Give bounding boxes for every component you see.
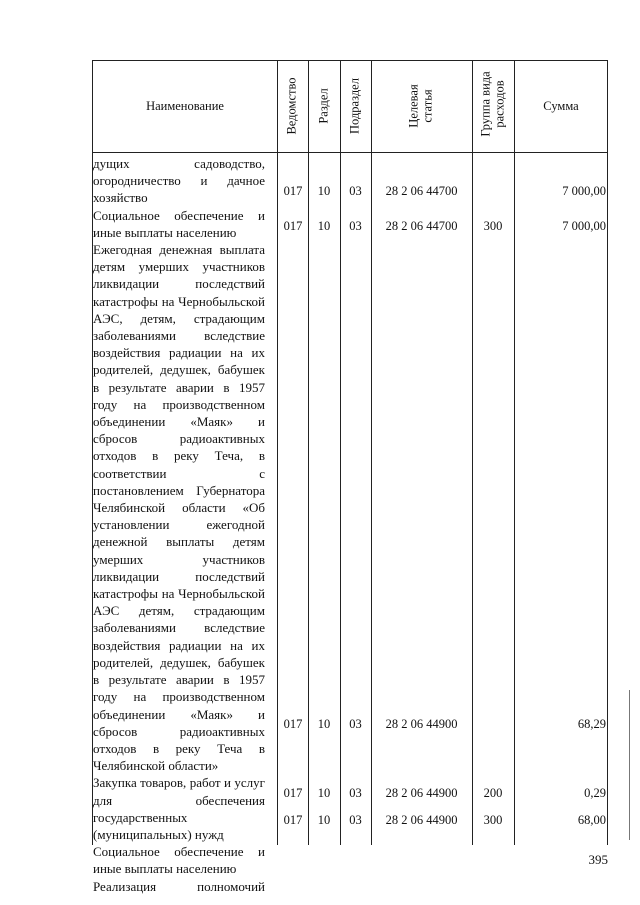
cell-podrazdel: 03 <box>349 717 362 731</box>
cell-razdel: 10 <box>317 219 331 233</box>
cell-podrazdel: 03 <box>349 813 362 827</box>
cell-razdel: 10 <box>317 813 331 827</box>
scan-edge-line <box>629 690 630 840</box>
column-divider <box>472 60 473 845</box>
header-name: Наименование <box>146 99 224 113</box>
cell-vedomstvo: 017 <box>283 786 303 800</box>
row-name: Закупка товаров, работ и услуг для обеспечения государственных (муниципальных) нужд <box>93 775 265 842</box>
header-celevaya-line1: Целевая <box>406 84 421 128</box>
page-number: 395 <box>588 852 608 867</box>
header-bottom-border <box>92 152 607 153</box>
column-divider <box>277 60 278 845</box>
header-celevaya-line2: статья <box>420 89 435 123</box>
cell-vedomstvo: 017 <box>283 717 303 731</box>
cell-summa: 68,00 <box>577 813 606 827</box>
header-gruppa-line2: расходов <box>492 80 507 128</box>
cell-podrazdel: 03 <box>349 184 362 198</box>
cell-razdel: 10 <box>317 184 331 198</box>
cell-vedomstvo: 017 <box>283 184 303 198</box>
cell-celevaya: 28 2 06 44900 <box>385 717 458 731</box>
header-vedomstvo: Ведомство <box>284 77 299 135</box>
table-right-border <box>607 60 608 845</box>
cell-summa: 7 000,00 <box>562 219 606 233</box>
cell-razdel: 10 <box>317 786 331 800</box>
cell-gruppa: 300 <box>483 813 503 827</box>
cell-celevaya: 28 2 06 44900 <box>385 813 458 827</box>
header-summa: Сумма <box>543 99 579 113</box>
row-name: Реализация полномочий <box>93 878 265 894</box>
cell-celevaya: 28 2 06 44700 <box>385 219 458 233</box>
cell-summa: 0,29 <box>584 786 606 800</box>
cell-summa: 7 000,00 <box>562 184 606 198</box>
cell-vedomstvo: 017 <box>283 813 303 827</box>
name-column <box>93 155 265 895</box>
cell-vedomstvo: 017 <box>283 219 303 233</box>
cell-podrazdel: 03 <box>349 219 362 233</box>
header-podrazdel: Подраздел <box>347 78 362 134</box>
row-name: Социальное обеспечение и иные выплаты населению <box>93 207 265 240</box>
header-razdel: Раздел <box>316 88 331 124</box>
row-name: Социальное обеспечение и иные выплаты населению <box>93 844 265 877</box>
cell-celevaya: 28 2 06 44900 <box>385 786 458 800</box>
header-gruppa-line1: Группа вида <box>478 71 493 137</box>
cell-gruppa: 300 <box>483 219 503 233</box>
cell-gruppa: 200 <box>483 786 503 800</box>
row-name: Ежегодная денежная выплата детям умерших участников ликвидации последствий катастрофы на Чернобыльской АЭС, детям, страдающим заболеваниями вследствие воздействия радиации на их родителей, дедушек, бабушек в результате аварии в 1957 году на производственном объединении «Маяк» и сбросов радиоактивных отходов в реку Теча, в соответствии с постановлением Губернатора Челябинской области «Об установлении ежегодной денежной выплаты детям умерших участников ликвидации последствий катастрофы на Чернобыльской АЭС детям, страдающим заболеваниями вследствие воздействия радиации на их родителей, дедушек, бабушек в результате аварии в 1957 году на производственном объединении «Маяк» и сбросов радиоактивных отходов в реку Теча в Челябинской области» <box>93 242 265 774</box>
cell-summa: 68,29 <box>577 717 606 731</box>
cell-podrazdel: 03 <box>349 786 362 800</box>
cell-celevaya: 28 2 06 44700 <box>385 184 458 198</box>
cell-razdel: 10 <box>317 717 331 731</box>
table-top-border <box>92 60 607 61</box>
row-name: дущих садоводство, огородничество и дачное хозяйство <box>93 156 265 206</box>
